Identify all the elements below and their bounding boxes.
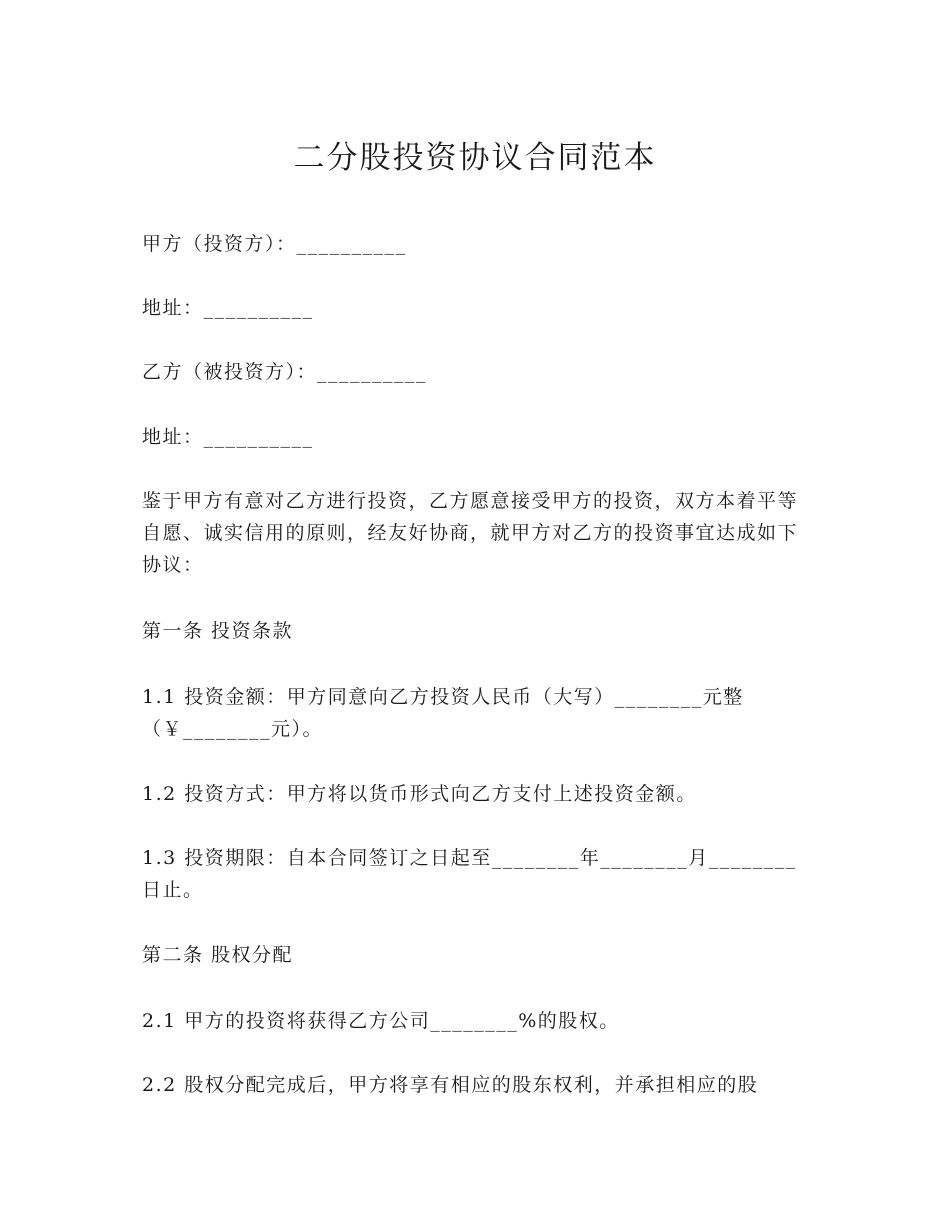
clause-1-3: 1.3 投资期限：自本合同签订之日起至________年________月________日止。 — [142, 847, 797, 901]
clause-2-1: 2.1 甲方的投资将获得乙方公司________%的股权。 — [142, 1010, 620, 1032]
party-b-line: 乙方（被投资方）：__________ — [142, 361, 428, 383]
party-b-address: 地址：__________ — [142, 426, 314, 448]
party-a-address: 地址：__________ — [142, 297, 314, 319]
preamble-paragraph: 鉴于甲方有意对乙方进行投资，乙方愿意接受甲方的投资，双方本着平等自愿、诚实信用的原则，经友好协商，就甲方对乙方的投资事宜达成如下协议： — [142, 490, 799, 576]
clause-2-2: 2.2 股权分配完成后，甲方将享有相应的股东权利，并承担相应的股 — [142, 1074, 759, 1096]
clause-1-2: 1.2 投资方式：甲方将以货币形式向乙方支付上述投资金额。 — [142, 783, 697, 805]
clause-1-1: 1.1 投资金额：甲方同意向乙方投资人民币（大写）________元整（￥________元）。 — [142, 686, 744, 740]
party-a-line: 甲方（投资方）：__________ — [142, 233, 407, 255]
article-2-heading: 第二条 股权分配 — [142, 944, 294, 966]
document-title: 二分股投资协议合同范本 — [293, 140, 657, 176]
article-1-heading: 第一条 投资条款 — [142, 620, 294, 642]
